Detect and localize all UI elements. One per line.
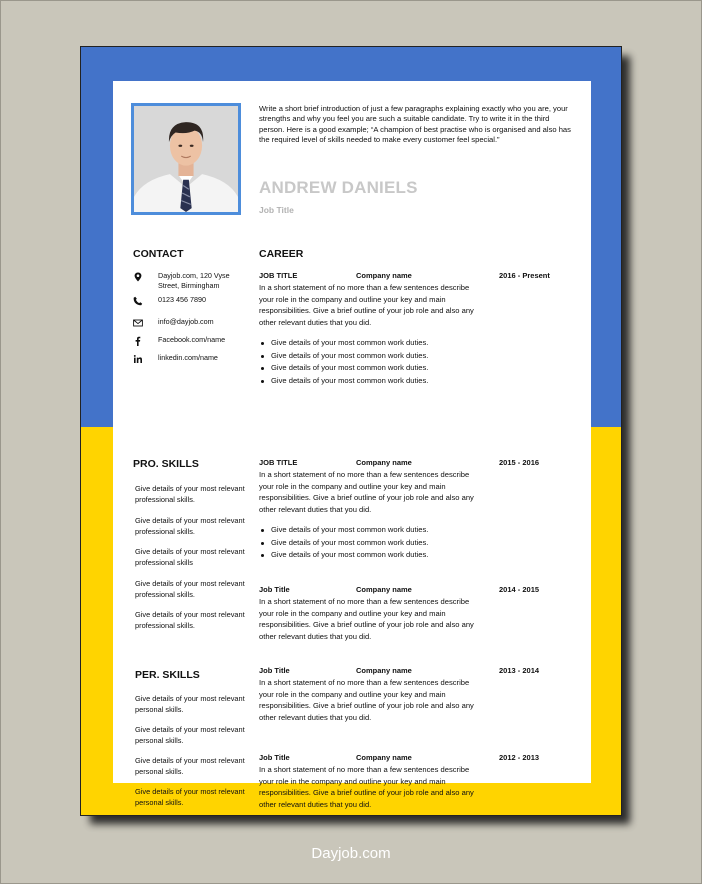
per-skill-item: Give details of your most relevant personal skills.: [135, 787, 245, 807]
candidate-name: ANDREW DANIELS: [259, 178, 418, 197]
list-item: Give details of your most common work duties.: [259, 375, 428, 388]
list-item: Give details of your most common work duties.: [259, 337, 428, 350]
contact-heading: CONTACT: [133, 248, 184, 260]
job-header: [259, 458, 569, 467]
job-dates: 2013 - 2014: [499, 666, 540, 675]
job-title: Job Title: [259, 753, 290, 762]
company-name: Company name: [356, 666, 412, 675]
resume-card: [80, 46, 622, 816]
pro-skill-item: Give details of your most relevant professional skills.: [135, 579, 245, 599]
person-photo-icon: [134, 106, 238, 212]
contact-facebook-text[interactable]: Facebook.com/name: [158, 335, 226, 344]
list-item: Give details of your most common work duties.: [259, 524, 428, 537]
facebook-icon: [131, 336, 145, 346]
per-skills-heading: PER. SKILLS: [135, 669, 200, 681]
list-item: Give details of your most common work duties.: [259, 362, 428, 375]
contact-email: [131, 317, 244, 328]
job-description: In a short statement of no more than a few sentences describe your role in the company and outline your key and main responsibilities. Give a brief outline of your job role and also any other relevant duties that you did.: [259, 283, 474, 327]
job-duties-list: [259, 337, 428, 387]
job-header: [259, 666, 569, 675]
contact-linkedin-text[interactable]: linkedin.com/name: [158, 353, 218, 362]
profile-intro: Write a short brief introduction of just a few paragraphs explaining exactly who you are, your strengths and why you feel you are such a suitable candidate. Try to write it in the third person. Here is a good example; “A champion of best practise who is organised and also has the required level of skills needed to make every customer feel special.”: [259, 104, 571, 145]
company-name: Company name: [356, 458, 412, 467]
job-duties-list: [259, 524, 428, 562]
contact-phone-text: 0123 456 7890: [158, 295, 206, 304]
pro-skills-heading: PRO. SKILLS: [133, 458, 199, 470]
job-header: [259, 585, 569, 594]
job-title: JOB TITLE: [259, 458, 298, 467]
job-dates: 2016 - Present: [499, 271, 550, 280]
contact-linkedin: [131, 353, 244, 364]
career-heading: CAREER: [259, 248, 304, 260]
job-dates: 2014 - 2015: [499, 585, 540, 594]
job-dates: 2015 - 2016: [499, 458, 540, 467]
job-title: Job Title: [259, 666, 290, 675]
list-item: Give details of your most common work duties.: [259, 350, 428, 363]
per-skill-item: Give details of your most relevant personal skills.: [135, 756, 245, 776]
per-skill-item: Give details of your most relevant personal skills.: [135, 694, 245, 714]
linkedin-icon: [131, 354, 145, 364]
list-item: Give details of your most common work duties.: [259, 549, 428, 562]
per-skill-item: Give details of your most relevant personal skills.: [135, 725, 245, 745]
company-name: Company name: [356, 585, 412, 594]
pro-skill-item: Give details of your most relevant professional skills.: [135, 610, 245, 630]
job-header: [259, 271, 569, 280]
resume-paper: [113, 81, 591, 809]
job-description: In a short statement of no more than a few sentences describe your role in the company and outline your key and main responsibilities. Give a brief outline of your job role and also any other relevant duties that you did.: [259, 597, 474, 641]
pro-skill-item: Give details of your most relevant professional skills.: [135, 484, 245, 504]
job-description: In a short statement of no more than a few sentences describe your role in the company and outline your key and main responsibilities. Give a brief outline of your job role and also any other relevant duties that you did.: [259, 765, 474, 809]
phone-icon: [131, 296, 145, 306]
job-title: Job Title: [259, 585, 290, 594]
contact-facebook: [131, 335, 244, 346]
job-header: [259, 753, 569, 762]
contact-email-text[interactable]: info@dayjob.com: [158, 317, 214, 326]
contact-phone: [131, 295, 244, 306]
company-name: Company name: [356, 753, 412, 762]
job-dates: 2012 - 2013: [499, 753, 540, 762]
location-icon: [131, 272, 145, 282]
contact-address-text: Dayjob.com, 120 Vyse Street, Birmingham: [158, 271, 230, 290]
job-title: JOB TITLE: [259, 271, 298, 280]
job-description: In a short statement of no more than a few sentences describe your role in the company and outline your key and main responsibilities. Give a brief outline of your job role and also any other relevant duties that you did.: [259, 470, 474, 514]
job-description: In a short statement of no more than a few sentences describe your role in the company and outline your key and main responsibilities. Give a brief outline of your job role and also any other relevant duties that you did.: [259, 678, 474, 722]
list-item: Give details of your most common work duties.: [259, 537, 428, 550]
profile-photo: [131, 103, 241, 215]
company-name: Company name: [356, 271, 412, 280]
candidate-job-title: Job Title: [259, 205, 294, 215]
footer-brand: Dayjob.com: [311, 845, 391, 862]
pro-skill-item: Give details of your most relevant professional skills: [135, 547, 245, 567]
contact-address: [131, 271, 244, 291]
email-icon: [131, 318, 145, 328]
pro-skill-item: Give details of your most relevant professional skills.: [135, 516, 245, 536]
